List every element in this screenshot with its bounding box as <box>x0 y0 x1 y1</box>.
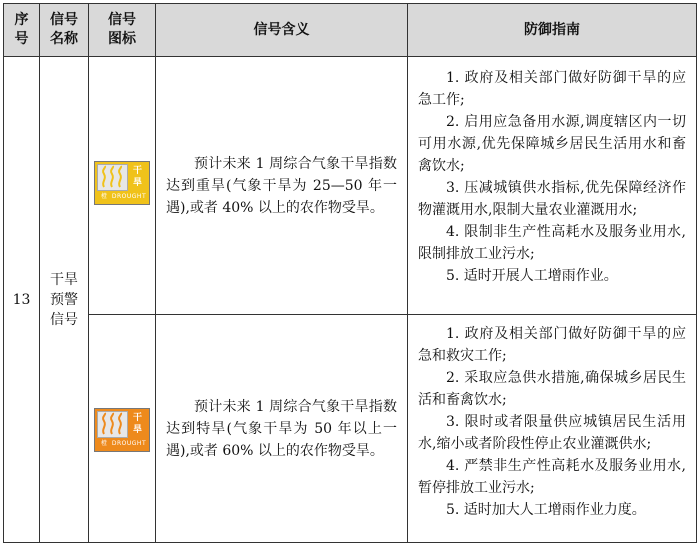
row-number: 13 <box>3 56 40 543</box>
icon-cell-severe <box>88 56 156 315</box>
drought-signal-icon-extreme <box>94 408 150 452</box>
guide-item: 3. 限时或者限量供应城镇居民生活用水,缩小或者阶段性停止农业灌溉供水; <box>418 414 686 452</box>
header-signal-meaning: 信号含义 <box>155 3 408 57</box>
header-number: 序 号 <box>3 3 40 57</box>
meaning-text-extreme: 预计未来 1 周综合气象干旱指数达到特旱(气象干旱为 50 年以上一遇),或者 60% 以上的农作物受旱。 <box>166 398 397 459</box>
guide-item: 2. 采取应急供水措施,确保城乡居民生活和畜禽饮水; <box>418 370 686 408</box>
meaning-severe <box>155 56 408 315</box>
icon-cell-extreme <box>88 314 156 543</box>
signal-table <box>3 3 697 543</box>
meaning-text-severe: 预计未来 1 周综合气象干旱指数达到重旱(气象干旱为 25—50 年一遇),或者 40% 以上的农作物受旱。 <box>166 155 397 216</box>
header-signal-icon: 信号 图标 <box>88 3 156 57</box>
guide-severe <box>407 56 697 315</box>
icon-level-severe: 橙 <box>100 193 107 200</box>
icon-level-extreme: 橙 <box>100 440 107 447</box>
guide-item: 4. 限制非生产性高耗水及服务业用水,限制排放工业污水; <box>418 224 686 262</box>
guide-item: 2. 启用应急备用水源,调度辖区内一切可用水源,优先保障城乡居民生活用水和畜禽饮水; <box>418 114 686 174</box>
meaning-extreme <box>155 314 408 543</box>
icon-name-extreme: 干 旱 <box>132 413 142 435</box>
guide-item: 3. 压减城镇供水指标,优先保障经济作物灌溉用水,限制大量农业灌溉用水; <box>418 180 686 218</box>
header-defense-guide: 防御指南 <box>407 3 697 57</box>
icon-name-severe: 干 旱 <box>132 166 142 188</box>
signal-name: 干旱 预警 信号 <box>39 56 89 543</box>
guide-item: 4. 严禁非生产性高耗水及服务业用水,暂停排放工业污水; <box>418 458 686 496</box>
guide-item: 1. 政府及相关部门做好防御干旱的应急和救灾工作; <box>418 326 686 364</box>
drought-waves-icon <box>97 164 128 191</box>
icon-english-extreme: DROUGHT <box>111 440 147 447</box>
guide-item: 5. 适时开展人工增雨作业。 <box>446 268 618 284</box>
header-signal-name: 信号 名称 <box>39 3 89 57</box>
guide-extreme <box>407 314 697 543</box>
icon-english-severe: DROUGHT <box>111 193 147 200</box>
guide-item: 1. 政府及相关部门做好防御干旱的应急工作; <box>418 70 686 108</box>
drought-waves-icon <box>97 411 128 438</box>
guide-item: 5. 适时加大人工增雨作业力度。 <box>446 502 646 518</box>
drought-signal-icon-severe <box>94 161 150 205</box>
